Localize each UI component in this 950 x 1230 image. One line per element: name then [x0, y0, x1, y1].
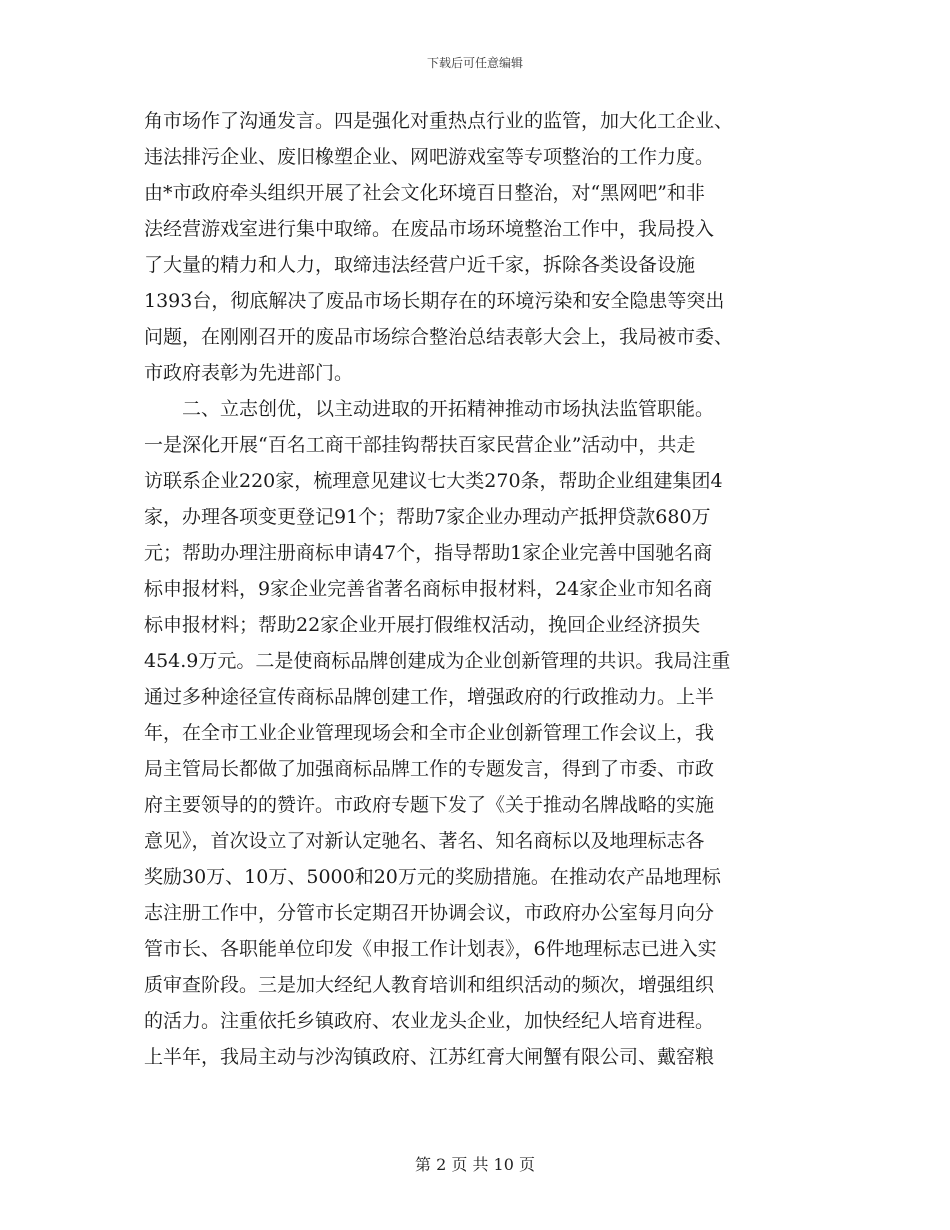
page-number: 第 2 页 共 10 页 [415, 1155, 535, 1174]
text-line: 元；帮助办理注册商标申请47个，指导帮助1家企业完善中国驰名商 [144, 542, 713, 564]
text-line: 二、立志创优，以主动进取的开拓精神推动市场执法监管职能。 [144, 398, 715, 420]
text-line: 一是深化开展“百名工商干部挂钩帮扶百家民营企业”活动中，共走 [144, 434, 696, 456]
text-line: 府主要领导的的赞许。市政府专题下发了《关于推动名牌战略的实施 [144, 794, 715, 816]
text-line: 局主管局长都做了加强商标品牌工作的专题发言，得到了市委、市政 [144, 758, 715, 780]
text-line: 标申报材料；帮助22家企业开展打假维权活动，挽回企业经济损失 [144, 614, 701, 636]
text-line: 1393台，彻底解决了废品市场长期存在的环境污染和安全隐患等突出 [144, 290, 725, 312]
text-line: 的活力。注重依托乡镇政府、农业龙头企业，加快经纪人培育进程。 [144, 1010, 715, 1032]
text-line: 奖励30万、10万、5000和20万元的奖励措施。在推动农产品地理标 [144, 866, 721, 888]
text-line: 访联系企业220家，梳理意见建议七大类270条，帮助企业组建集团4 [144, 470, 723, 492]
text-line: 454.9万元。二是使商标品牌创建成为企业创新管理的共识。我局注重 [144, 650, 731, 672]
text-line: 上半年，我局主动与沙沟镇政府、江苏红膏大闸蟹有限公司、戴窑粮 [144, 1046, 715, 1068]
text-line: 问题，在刚刚召开的废品市场综合整治总结表彰大会上，我局被市委、 [144, 326, 734, 348]
text-line: 质审查阶段。三是加大经纪人教育培训和组织活动的频次，增强组织 [144, 974, 715, 996]
document-body [144, 103, 804, 1075]
text-line: 意见》，首次设立了对新认定驰名、著名、知名商标以及地理标志各 [144, 830, 705, 852]
text-line: 通过多种途径宣传商标品牌创建工作，增强政府的行政推动力。上半 [144, 686, 715, 708]
text-line: 志注册工作中，分管市长定期召开协调会议，市政府办公室每月向分 [144, 902, 715, 924]
text-line: 年，在全市工业企业管理现场会和全市企业创新管理工作会议上，我 [144, 722, 715, 744]
header-note: 下载后可任意编辑 [426, 56, 523, 70]
text-line: 了大量的精力和人力，取缔违法经营户近千家，拆除各类设备设施 [144, 254, 696, 276]
text-line: 管市长、各职能单位印发《申报工作计划表》，6件地理标志已进入实 [144, 938, 717, 960]
text-line: 由*市政府牵头组织开展了社会文化环境百日整治，对“黑网吧”和非 [144, 182, 705, 204]
text-line: 标申报材料，9家企业完善省著名商标申报材料，24家企业市知名商 [144, 578, 713, 600]
text-line: 违法排污企业、废旧橡塑企业、网吧游戏室等专项整治的工作力度。 [144, 146, 715, 168]
text-line: 法经营游戏室进行集中取缔。在废品市场环境整治工作中，我局投入 [144, 218, 715, 240]
text-line: 家，办理各项变更登记91个；帮助7家企业办理动产抵押贷款680万 [144, 506, 711, 528]
text-line: 市政府表彰为先进部门。 [144, 362, 354, 384]
text-line: 角市场作了沟通发言。四是强化对重热点行业的监管，加大化工企业、 [144, 110, 734, 132]
